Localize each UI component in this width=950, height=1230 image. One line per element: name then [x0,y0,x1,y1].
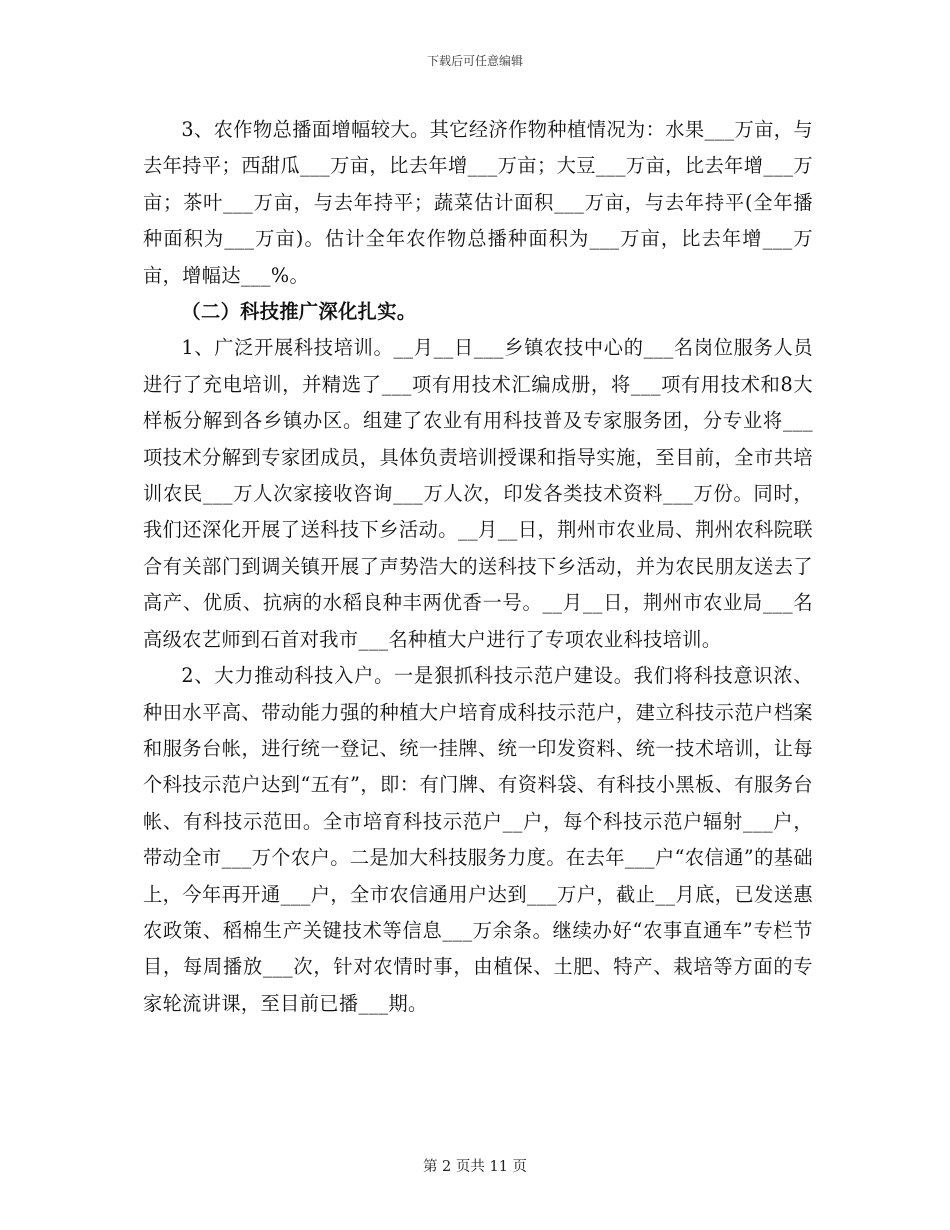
page-header: 下载后可任意编辑 [426,54,523,68]
paragraph-crop-area: 3、农作物总播面增幅较大。其它经济作物种植情况为：水果___万亩，与去年持平；西甜瓜___万亩，比去年增___万亩；大豆___万亩，比去年增___万亩；茶叶___万亩，与去年持平；蔬菜估计面积___万亩，与去年持平(全年播种面积为___万亩)。估计全年农作物总播种面积为___万亩，比去年增___万亩，增幅达___%。 [143,118,813,287]
document-body [143,112,813,1022]
section-heading-tech-promotion: （二）科技推广深化扎实。 [181,300,417,324]
paragraph-tech-training: 1、广泛开展科技培训。__月__日___乡镇农技中心的___名岗位服务人员进行了充电培训，并精选了___项有用技术汇编成册，将___项有用技术和8大样板分解到各乡镇办区。组建了农业有用科技普及专家服务团，分专业将___项技术分解到专家团成员，具体负责培训授课和指导实施，至目前，全市共培训农民___万人次家接收咨询___万人次，印发各类技术资料___万份。同时，我们还深化开展了送科技下乡活动。__月__日，荆州市农业局、荆州农科院联合有关部门到调关镇开展了声势浩大的送科技下乡活动，并为农民朋友送去了高产、优质、抗病的水稻良种丰两优香一号。__月__日，荆州市农业局___名高级农艺师到石首对我市___名种植大户进行了专项农业科技培训。 [143,336,813,651]
paragraph-tech-households: 2、大力推动科技入户。一是狠抓科技示范户建设。我们将科技意识浓、种田水平高、带动能力强的种植大户培育成科技示范户，建立科技示范户档案和服务台帐，进行统一登记、统一挂牌、统一印发资料、统一技术培训，让每个科技示范户达到“五有”，即：有门牌、有资料袋、有科技小黑板、有服务台帐、有科技示范田。全市培育科技示范户__户，每个科技示范户辐射___户，带动全市___万个农户。二是加大科技服务力度。在去年___户“农信通”的基础上，今年再开通___户，全市农信通用户达到___万户，截止__月底，已发送惠农政策、稻棉生产关键技术等信息___万余条。继续办好“农事直通车”专栏节目，每周播放___次，针对农情时事，由植保、土肥、特产、栽培等方面的专家轮流讲课，至目前已播___期。 [143,664,813,1015]
page-footer: 第 2 页共 11 页 [422,1159,528,1175]
